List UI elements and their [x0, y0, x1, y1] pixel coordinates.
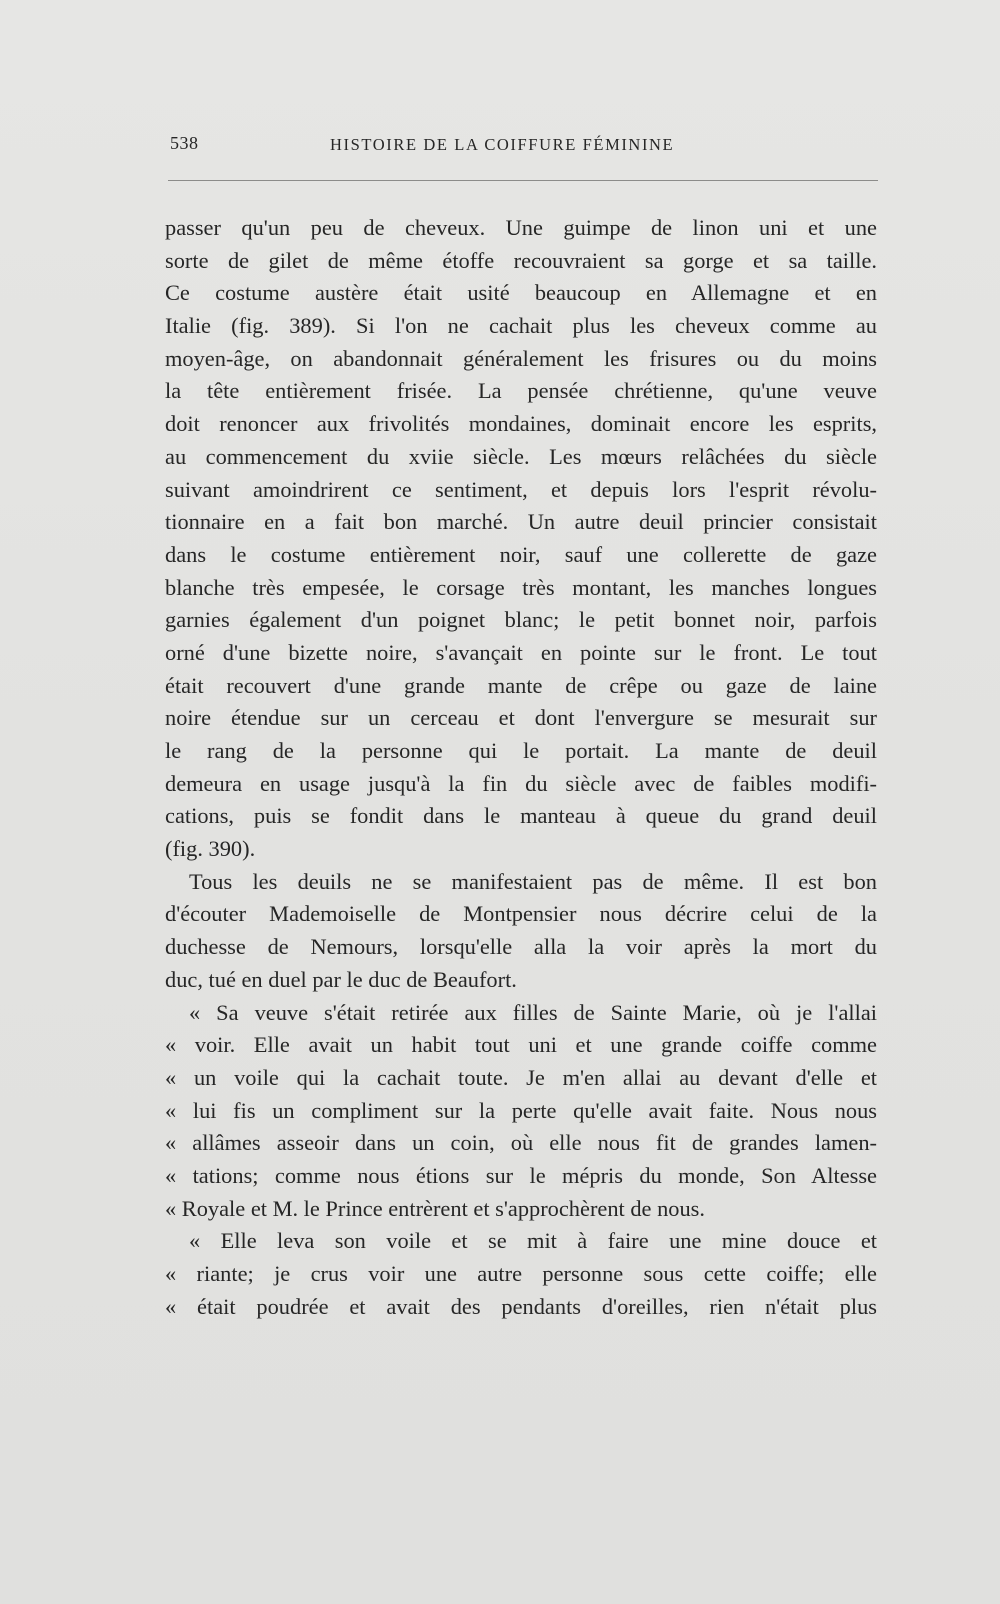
text-line: suivant amoindrirent ce sentiment, et depuis lors l'esprit révolu- — [165, 476, 877, 502]
text-line: « allâmes asseoir dans un coin, où elle nous fit de grandes lamen- — [165, 1130, 877, 1156]
text-line: la tête entièrement frisée. La pensée chrétienne, qu'une veuve — [165, 378, 877, 404]
text-line: « tations; comme nous étions sur le mépris du monde, Son Altesse — [165, 1162, 877, 1188]
text-line: orné d'une bizette noire, s'avançait en pointe sur le front. Le tout — [165, 639, 877, 665]
text-line: duchesse de Nemours, lorsqu'elle alla la voir après la mort du — [165, 934, 877, 960]
text-line: noire étendue sur un cerceau et dont l'envergure se mesurait sur — [165, 705, 877, 731]
text-line: moyen-âge, on abandonnait généralement les frisures ou du moins — [165, 345, 877, 371]
text-line: tionnaire en a fait bon marché. Un autre deuil princier consistait — [165, 509, 877, 535]
text-line: le rang de la personne qui le portait. La mante de deuil — [165, 738, 877, 763]
text-line: passer qu'un peu de cheveux. Une guimpe de linon uni et une — [165, 215, 877, 240]
text-line: (fig. 390). — [165, 836, 256, 862]
text-line: « un voile qui la cachait toute. Je m'en allai au devant d'elle et — [165, 1064, 877, 1090]
text-line: Ce costume austère était usité beaucoup en Allemagne et en — [165, 280, 877, 306]
text-line: dans le costume entièrement noir, sauf une collerette de gaze — [165, 541, 877, 567]
header-rule — [168, 180, 878, 181]
text-line: blanche très empesée, le corsage très montant, les manches longues — [165, 574, 877, 600]
text-line: au commencement du xviie siècle. Les mœurs relâchées du siècle — [165, 443, 877, 469]
text-line: « Sa veuve s'était retirée aux filles de Sainte Marie, où je l'allai — [189, 999, 877, 1025]
text-line: demeura en usage jusqu'à la fin du siècle avec de faibles modifi- — [165, 770, 877, 796]
running-title: HISTOIRE DE LA COIFFURE FÉMININE — [330, 135, 675, 154]
body-text — [165, 212, 877, 1323]
text-line: garnies également d'un poignet blanc; le petit bonnet noir, parfois — [165, 607, 877, 633]
text-line: duc, tué en duel par le duc de Beaufort. — [165, 966, 517, 992]
text-line: était recouvert d'une grande mante de crêpe ou gaze de laine — [165, 672, 877, 698]
text-line: Tous les deuils ne se manifestaient pas de même. Il est bon — [189, 868, 877, 894]
text-line: « lui fis un compliment sur la perte qu'elle avait faite. Nous nous — [165, 1097, 877, 1123]
text-line: « était poudrée et avait des pendants d'oreilles, rien n'était plus — [165, 1293, 877, 1319]
text-line: doit renoncer aux frivolités mondaines, dominait encore les esprits, — [165, 411, 877, 437]
text-line: « Royale et M. le Prince entrèrent et s'approchèrent de nous. — [165, 1195, 705, 1221]
text-line: Italie (fig. 389). Si l'on ne cachait plus les cheveux comme au — [165, 313, 877, 339]
text-line: « voir. Elle avait un habit tout uni et une grande coiffe comme — [165, 1032, 877, 1058]
text-line: sorte de gilet de même étoffe recouvraient sa gorge et sa taille. — [165, 247, 877, 273]
text-line: « riante; je crus voir une autre personne sous cette coiffe; elle — [165, 1261, 877, 1286]
page-number: 538 — [170, 133, 199, 153]
text-line: cations, puis se fondit dans le manteau à queue du grand deuil — [165, 803, 877, 829]
text-line: d'écouter Mademoiselle de Montpensier nous décrire celui de la — [165, 901, 877, 927]
text-line: « Elle leva son voile et se mit à faire une mine douce et — [189, 1228, 877, 1254]
